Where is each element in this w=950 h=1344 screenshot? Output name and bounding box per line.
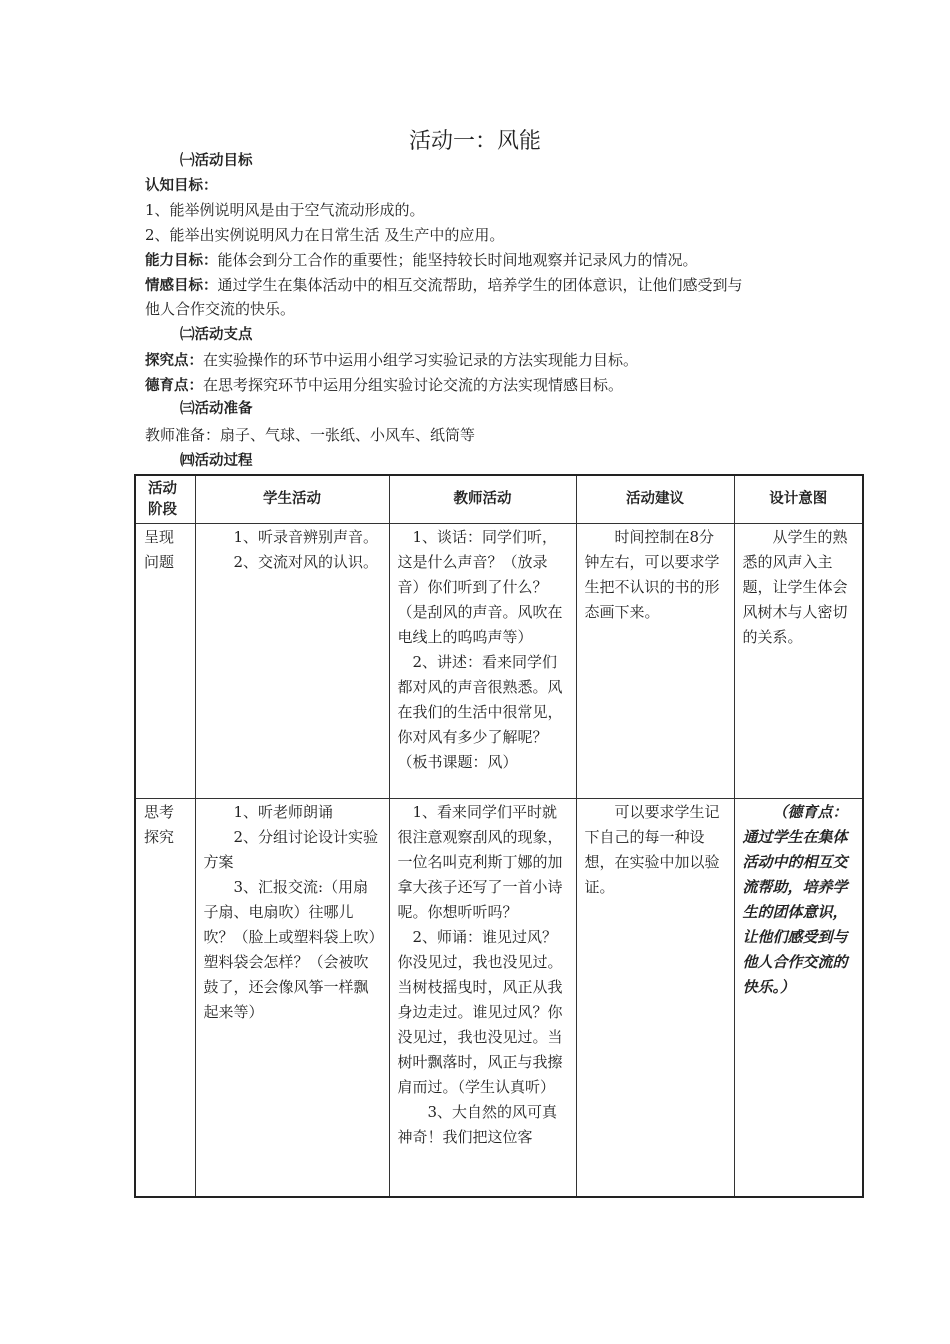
teacher-item: 2、讲述：看来同学们都对风的声音很熟悉。风在我们的生活中很常见，你对风有多少了解呢？（板书课题：风） <box>397 653 563 771</box>
student-cell <box>195 799 389 1197</box>
student-item: 1、听老师朗诵 <box>233 803 334 821</box>
cognitive-label: 认知目标： <box>145 178 218 194</box>
advice-cell <box>576 799 734 1197</box>
header-teacher: 教师活动 <box>389 475 576 524</box>
emotion-goal <box>145 274 743 297</box>
section-point: ㈡活动支点 <box>180 327 253 343</box>
header-intent: 设计意图 <box>734 475 863 524</box>
intent-cell <box>734 524 863 799</box>
section-goal: ㈠活动目标 <box>180 153 253 169</box>
section-process: ㈣活动过程 <box>180 453 253 469</box>
advice-text: 时间控制在8分钟左右，可以要求学生把不认识的书的形态画下来。 <box>584 528 720 621</box>
cognitive-item-2: 2、能举出实例说明风力在日常生活 及生产中的应用。 <box>145 226 505 244</box>
student-cell <box>195 524 389 799</box>
stage-cell <box>135 799 195 1197</box>
table-header-row <box>135 475 863 524</box>
activity-table <box>134 474 864 1198</box>
intent-cell <box>734 799 863 1197</box>
explore-text: 在实验操作的环节中运用小组学习实验记录的方法实现能力目标。 <box>203 351 639 369</box>
moral-text: 在思考探究环节中运用分组实验讨论交流的方法实现情感目标。 <box>203 376 624 394</box>
teacher-item: 1、谈话：同学们听，这是什么声音？（放录音）你们听到了什么？（是刮风的声音。风吹在电线上的呜呜声等） <box>397 528 563 646</box>
stage-line2: 问题 <box>144 553 175 571</box>
explore-label: 探究点： <box>145 353 203 369</box>
stage-line1: 思考 <box>144 803 175 821</box>
header-student: 学生活动 <box>195 475 389 524</box>
table-row <box>135 524 863 799</box>
stage-line1: 呈现 <box>144 528 175 546</box>
teacher-prep: 教师准备：扇子、气球、一张纸、小风车、纸筒等 <box>145 426 476 444</box>
stage-line2: 探究 <box>144 828 175 846</box>
emotion-label: 情感目标： <box>145 278 218 294</box>
moral-point <box>145 374 623 397</box>
stage-cell <box>135 524 195 799</box>
emotion-text-1: 通过学生在集体活动中的相互交流帮助，培养学生的团体意识，让他们感受到与 <box>217 276 743 294</box>
teacher-cell <box>389 799 576 1197</box>
advice-cell <box>576 524 734 799</box>
student-item: 2、分组讨论设计实验方案 <box>203 828 379 871</box>
ability-label: 能力目标： <box>145 253 218 269</box>
teacher-item: 1、看来同学们平时就很注意观察刮风的现象，一位名叫克利斯丁娜的加拿大孩子还写了一首小诗呢。你想听听吗？ <box>397 803 563 921</box>
header-stage <box>135 475 195 524</box>
intent-text: （德育点：通过学生在集体活动中的相互交流帮助，培养学生的团体意识，让他们感受到与他人合作交流的快乐。） <box>742 803 848 996</box>
advice-text: 可以要求学生记下自己的每一种设想，在实验中加以验证。 <box>584 803 720 896</box>
header-stage-line1: 活动 <box>148 480 177 497</box>
cognitive-item-1: 1、能举例说明风是由于空气流动形成的。 <box>145 201 425 219</box>
page-title: 活动一：风能 <box>408 129 541 154</box>
moral-label: 德育点： <box>145 378 203 394</box>
student-item: 1、听录音辨别声音。 <box>233 528 379 546</box>
ability-goal <box>145 249 698 272</box>
emotion-text-2: 他人合作交流的快乐。 <box>145 300 296 318</box>
teacher-item: 2、师诵：谁见过风？你没见过，我也没见过。当树枝摇曳时，风正从我身边走过。谁见过风？你没见过，我也没见过。当树叶飘落时，风正与我擦肩而过。（学生认真听） <box>397 928 563 1096</box>
section-prep: ㈢活动准备 <box>180 401 253 417</box>
student-item: 3、汇报交流:（用扇子扇、电扇吹）往哪儿吹？（脸上或塑料袋上吹）塑料袋会怎样？（会被吹鼓了，还会像风筝一样飘起来等） <box>203 878 377 1021</box>
teacher-item: 3、大自然的风可真神奇！我们把这位客 <box>397 1103 558 1146</box>
intent-text: 从学生的熟悉的风声入主题，让学生体会风树木与人密切的关系。 <box>742 528 848 646</box>
table-row <box>135 799 863 1197</box>
explore-point <box>145 349 638 372</box>
student-item: 2、交流对风的认识。 <box>233 553 379 571</box>
header-advice: 活动建议 <box>576 475 734 524</box>
teacher-cell <box>389 524 576 799</box>
ability-text: 能体会到分工合作的重要性；能坚持较长时间地观察并记录风力的情况。 <box>217 251 698 269</box>
header-stage-line2: 阶段 <box>148 501 177 518</box>
